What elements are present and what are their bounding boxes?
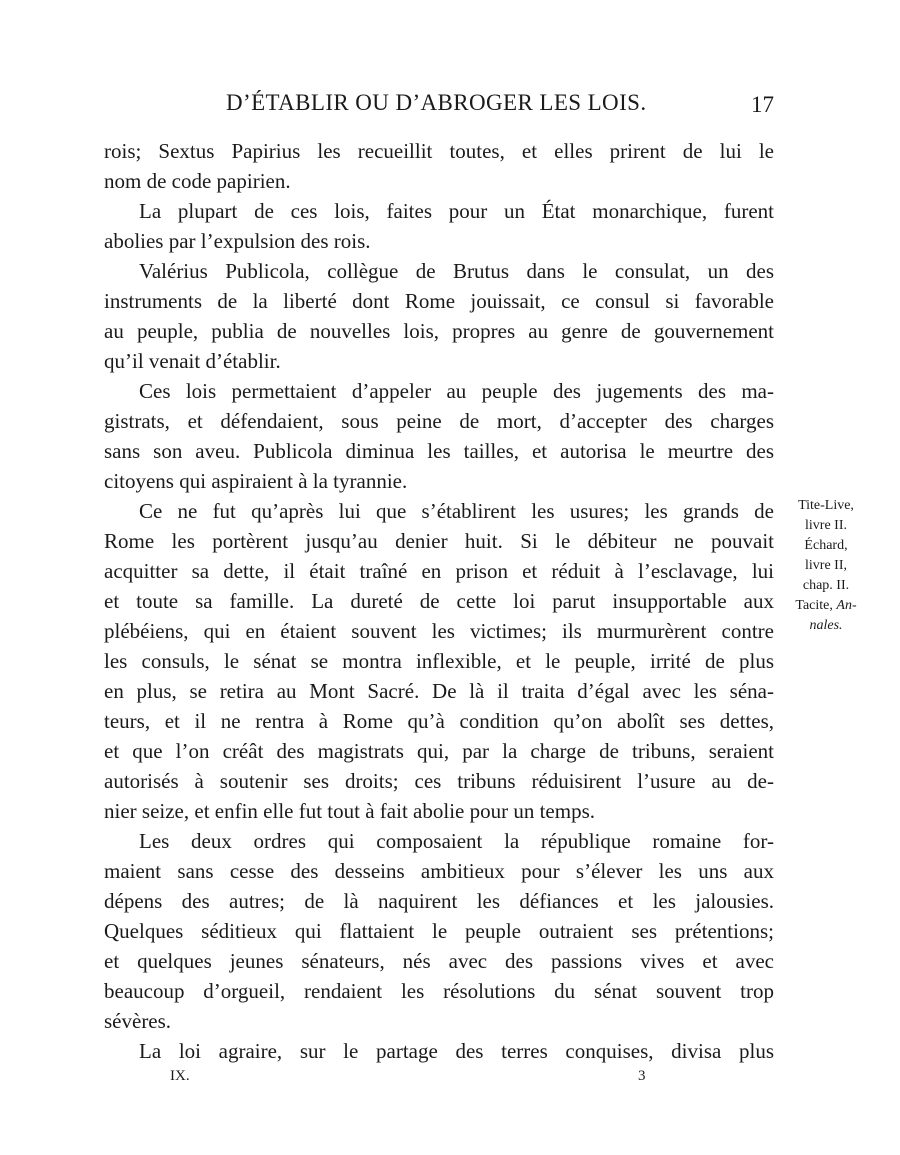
text-line: sévères.: [104, 1009, 172, 1033]
text-line: instruments de la liberté dont Rome jouissait, ce consul si favorable: [104, 289, 774, 313]
text-line: les consuls, le sénat se montra inflexible, et le peuple, irrité de plus: [104, 649, 774, 673]
text-line: teurs, et il ne rentra à Rome qu’à condition qu’on abolît ses dettes,: [104, 709, 774, 733]
running-header: [104, 90, 774, 124]
text-line: en plus, se retira au Mont Sacré. De là il traita d’égal avec les séna-: [104, 679, 774, 703]
text-line: sans son aveu. Publicola diminua les tailles, et autorisa le meurtre des: [104, 439, 774, 463]
text-line: Ce ne fut qu’après lui que s’établirent les usures; les grands de: [139, 499, 774, 523]
text-line: au peuple, publia de nouvelles lois, propres au genre de gouvernement: [104, 319, 774, 343]
text-line: abolies par l’expulsion des rois.: [104, 229, 371, 253]
text-line: maient sans cesse des desseins ambitieux pour s’élever les uns aux: [104, 859, 774, 883]
margin-note-line: chap. II.: [802, 578, 850, 593]
text-line: nier seize, et enfin elle fut tout à fait abolie pour un temps.: [104, 799, 595, 823]
text-line: Les deux ordres qui composaient la république romaine for-: [139, 829, 774, 853]
margin-note-line: [776, 596, 876, 616]
text-line: qu’il venait d’établir.: [104, 349, 281, 373]
running-title: D’ÉTABLIR OU D’ABROGER LES LOIS.: [226, 90, 647, 115]
margin-note-text: Tacite,: [795, 598, 833, 613]
text-line: gistrats, et défendaient, sous peine de mort, d’accepter des charges: [104, 409, 774, 433]
text-line: Rome les portèrent jusqu’au denier huit. Si le débiteur ne pouvait: [104, 529, 774, 553]
body-text: [104, 136, 774, 1066]
volume-signature: IX.: [170, 1068, 190, 1084]
text-line: Quelques séditieux qui flattaient le peuple outraient ses prétentions;: [104, 919, 774, 943]
text-line: dépens des autres; de là naquirent les défiances et les jalousies.: [104, 889, 774, 913]
text-line: Valérius Publicola, collègue de Brutus dans le consulat, un des: [139, 259, 774, 283]
text-line: plébéiens, qui en étaient souvent les victimes; ils murmurèrent contre: [104, 619, 774, 643]
margin-note-line: Échard,: [804, 538, 848, 553]
margin-note-line: livre II,: [805, 558, 847, 573]
text-line: citoyens qui aspiraient à la tyrannie.: [104, 469, 408, 493]
text-line: beaucoup d’orgueil, rendaient les résolutions du sénat souvent trop: [104, 979, 774, 1003]
text-line: et quelques jeunes sénateurs, nés avec des passions vives et avec: [104, 949, 774, 973]
text-line: et que l’on créât des magistrats qui, par la charge de tribuns, seraient: [104, 739, 774, 763]
text-line: La plupart de ces lois, faites pour un État monarchique, furent: [139, 199, 774, 223]
margin-note-italic: nales.: [809, 618, 843, 633]
text-line: autorisés à soutenir ses droits; ces tribuns réduisirent l’usure au de-: [104, 769, 774, 793]
gathering-signature: 3: [638, 1068, 646, 1084]
margin-note-italic: An-: [836, 598, 857, 613]
text-line: acquitter sa dette, il était traîné en prison et réduit à l’esclavage, lui: [104, 559, 774, 583]
margin-note-line: Tite-Live,: [798, 498, 854, 513]
text-line: La loi agraire, sur le partage des terres conquises, divisa plus: [139, 1039, 774, 1063]
text-line: nom de code papirien.: [104, 169, 291, 193]
page-number: 17: [751, 92, 774, 117]
text-line: rois; Sextus Papirius les recueillit toutes, et elles prirent de lui le: [104, 139, 774, 163]
margin-notes: [776, 496, 876, 636]
page-footer: [104, 1068, 774, 1092]
margin-note-line: [776, 616, 876, 636]
text-line: et toute sa famille. La dureté de cette loi parut insupportable aux: [104, 589, 774, 613]
margin-note-line: livre II.: [805, 518, 847, 533]
text-line: Ces lois permettaient d’appeler au peuple des jugements des ma-: [139, 379, 774, 403]
